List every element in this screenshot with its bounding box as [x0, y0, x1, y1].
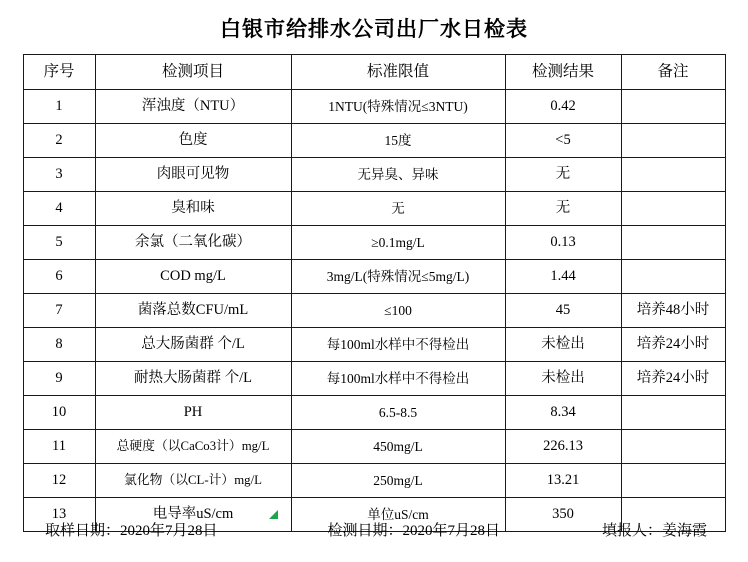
cell-limit-value: 450mg/L: [373, 438, 423, 454]
table-row: [23, 260, 725, 294]
cell-limit: [291, 260, 505, 294]
cell-item: [95, 328, 291, 362]
cell-item-value: 肉眼可见物: [156, 166, 230, 183]
cell-result-value: 未检出: [541, 370, 585, 387]
cell-no-value: 9: [55, 370, 63, 387]
cell-limit: [291, 464, 505, 498]
cell-no-value: 12: [51, 472, 67, 489]
cell-item-value: 臭和味: [171, 200, 215, 217]
table-row: [23, 124, 725, 158]
cell-item-value: 耐热大肠菌群 个/L: [133, 370, 252, 387]
test-date: 检测日期：2020年7月28日: [327, 523, 500, 539]
column-header-limit: [291, 55, 505, 90]
cell-no-value: 7: [55, 302, 63, 319]
cell-no: [23, 396, 95, 430]
cell-result: [505, 362, 621, 396]
cell-remark: [621, 260, 725, 294]
cell-limit: [291, 396, 505, 430]
cell-remark: [621, 90, 725, 124]
cell-limit: [291, 430, 505, 464]
cell-remark-value: 培养24小时: [636, 370, 710, 387]
cell-limit: [291, 294, 505, 328]
column-header-item: [95, 55, 291, 90]
cell-item: [95, 294, 291, 328]
cell-no-value: 3: [55, 166, 63, 183]
cell-no: [23, 192, 95, 226]
cell-item-value: 电导率uS/cm: [152, 506, 234, 523]
cell-result-value: 350: [552, 506, 574, 523]
column-header-limit-label: 标准限值: [366, 63, 429, 81]
cell-no: [23, 90, 95, 124]
cell-remark: [621, 158, 725, 192]
cell-limit-value: 无异臭、异味: [357, 166, 439, 182]
cell-item: [95, 430, 291, 464]
column-header-remark-label: 备注: [657, 63, 689, 81]
cell-limit-value: 无: [391, 200, 405, 216]
cell-no-value: 13: [51, 506, 67, 523]
cell-result-value: 0.42: [550, 98, 576, 115]
cell-limit: [291, 90, 505, 124]
table-row: [23, 90, 725, 124]
cell-result-value: 0.13: [550, 234, 576, 251]
column-header-result-label: 检测结果: [531, 63, 594, 81]
cell-limit-value: ≤100: [384, 302, 412, 318]
filler-name: 填报人：姜海霞: [601, 523, 707, 539]
cell-no-value: 6: [55, 268, 63, 285]
cell-result: [505, 464, 621, 498]
cell-item: [95, 260, 291, 294]
column-header-item-label: 检测项目: [161, 63, 224, 81]
cell-remark-value: 培养48小时: [636, 302, 710, 319]
cell-no: [23, 260, 95, 294]
cell-limit: [291, 328, 505, 362]
cell-no: [23, 328, 95, 362]
cell-result-value: <5: [555, 132, 571, 149]
cell-result-value: 226.13: [543, 438, 583, 455]
column-header-remark: [621, 55, 725, 90]
cell-remark-value: 培养24小时: [636, 336, 710, 353]
cell-no-value: 11: [52, 438, 66, 455]
cell-result-value: 未检出: [541, 336, 585, 353]
cell-result: [505, 430, 621, 464]
cell-no: [23, 226, 95, 260]
cell-no: [23, 294, 95, 328]
table-row: [23, 158, 725, 192]
cell-limit-value: ≥0.1mg/L: [371, 234, 425, 250]
cell-limit-value: 每100ml水样中不得检出: [326, 336, 470, 352]
cell-result: [505, 294, 621, 328]
cell-limit: [291, 158, 505, 192]
cell-no: [23, 464, 95, 498]
cell-remark: [621, 192, 725, 226]
cell-limit-value: 15度: [384, 132, 412, 148]
cell-no-value: 4: [55, 200, 63, 217]
cell-item: [95, 362, 291, 396]
cell-result: [505, 124, 621, 158]
cell-remark: [621, 362, 725, 396]
cell-item-value: PH: [183, 404, 203, 421]
cell-result: [505, 226, 621, 260]
cell-remark: [621, 430, 725, 464]
table-row: [23, 464, 725, 498]
cell-item: [95, 158, 291, 192]
cell-remark: [621, 294, 725, 328]
cell-item: [95, 124, 291, 158]
cell-result: [505, 260, 621, 294]
cell-item-value: 总大肠菌群 个/L: [141, 336, 245, 353]
cell-item-value: 菌落总数CFU/mL: [137, 302, 249, 319]
cell-remark: [621, 396, 725, 430]
table-row: [23, 396, 725, 430]
cell-item-value: 浑浊度（NTU）: [141, 98, 245, 115]
cell-result-value: 8.34: [550, 404, 576, 421]
cell-item: [95, 226, 291, 260]
table-row: [23, 362, 725, 396]
cell-limit: [291, 362, 505, 396]
cell-item: [95, 464, 291, 498]
cell-item-value: COD mg/L: [160, 268, 226, 285]
cell-item-value: 色度: [178, 132, 208, 149]
cell-result-value: 无: [555, 200, 571, 217]
cell-remark: [621, 328, 725, 362]
table-row: [23, 294, 725, 328]
cell-result: [505, 158, 621, 192]
cell-limit: [291, 192, 505, 226]
cell-item-value: 氯化物（以CL-计）mg/L: [124, 473, 262, 488]
cell-result-value: 45: [555, 302, 571, 319]
cell-limit: [291, 226, 505, 260]
cell-no-value: 5: [55, 234, 63, 251]
cell-result-value: 13.21: [546, 472, 580, 489]
cell-no-value: 10: [51, 404, 67, 421]
column-header-no-label: 序号: [43, 63, 75, 81]
cell-item-value: 总硬度（以CaCo3计）mg/L: [116, 439, 270, 454]
table-row: [23, 328, 725, 362]
cell-limit-value: 每100ml水样中不得检出: [326, 370, 470, 386]
sample-date: 取样日期：2020年7月28日: [45, 523, 218, 539]
column-header-result: [505, 55, 621, 90]
cell-result-value: 无: [555, 166, 571, 183]
cell-item: [95, 90, 291, 124]
water-quality-table: [23, 54, 726, 532]
cell-limit-value: 250mg/L: [373, 472, 423, 488]
cell-remark: [621, 226, 725, 260]
footer: [23, 519, 725, 540]
column-header-no: [23, 55, 95, 90]
cell-limit-value: 单位uS/cm: [367, 506, 429, 522]
cell-no: [23, 362, 95, 396]
cell-no: [23, 158, 95, 192]
cell-item: [95, 192, 291, 226]
page-title: 白银市给排水公司出厂水日检表: [220, 17, 528, 41]
cell-result: [505, 90, 621, 124]
table-row: [23, 226, 725, 260]
cell-limit-value: 3mg/L(特殊情况≤5mg/L): [326, 268, 470, 284]
cell-no-value: 8: [55, 336, 63, 353]
cell-limit-value: 1NTU(特殊情况≤3NTU): [328, 98, 468, 114]
cell-limit: [291, 124, 505, 158]
table-row: [23, 430, 725, 464]
cell-item: [95, 396, 291, 430]
cell-no-value: 1: [55, 98, 63, 115]
cell-remark: [621, 124, 725, 158]
table-header-row: [23, 55, 725, 90]
table-row: [23, 192, 725, 226]
cell-result-value: 1.44: [550, 268, 576, 285]
cell-result: [505, 192, 621, 226]
cell-item-value: 余氯（二氧化碳）: [135, 234, 251, 251]
cell-remark: [621, 464, 725, 498]
cell-result: [505, 328, 621, 362]
cell-no: [23, 430, 95, 464]
cell-no: [23, 124, 95, 158]
cell-result: [505, 396, 621, 430]
cell-limit-value: 6.5-8.5: [378, 404, 418, 420]
cell-no-value: 2: [55, 132, 63, 149]
